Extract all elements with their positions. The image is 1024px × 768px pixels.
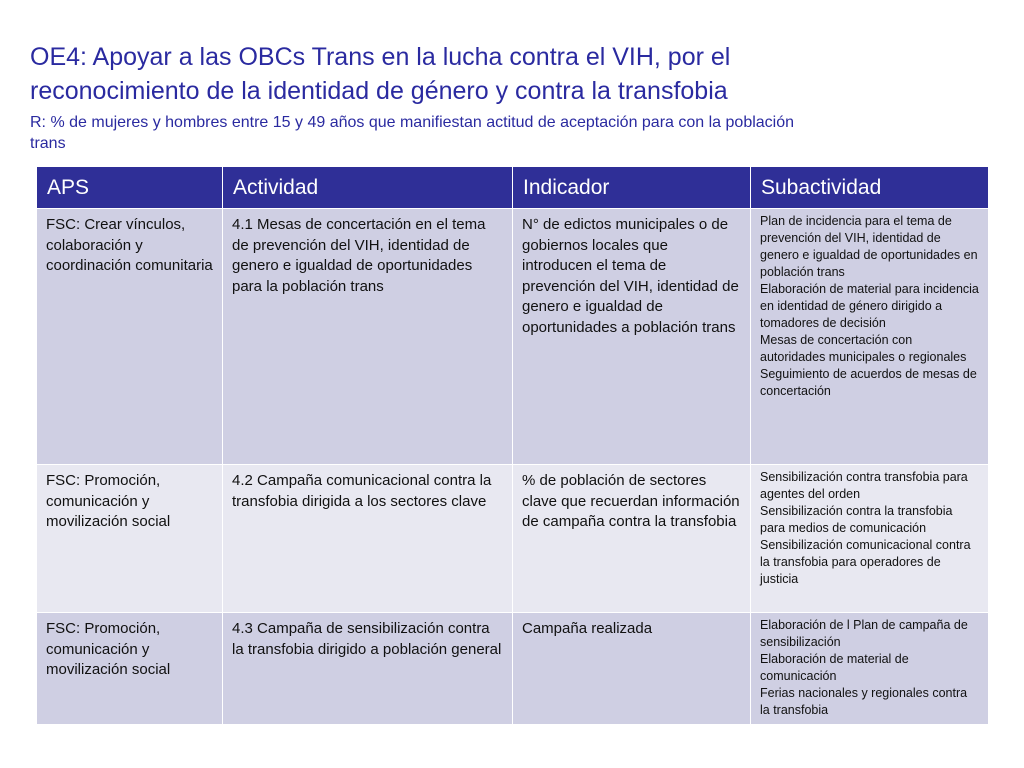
table-row: [37, 613, 989, 725]
subactividad-item: Seguimiento de acuerdos de mesas de concertación: [760, 367, 977, 398]
subactividad-item: Elaboración de material de comunicación: [760, 652, 909, 683]
cell-aps: FSC: Promoción, comunicación y movilización social: [37, 613, 223, 725]
subactividad-item: Plan de incidencia para el tema de prevención del VIH, identidad de genero e igualdad de oportunidades en población trans: [760, 214, 978, 279]
cell-indicador: N° de edictos municipales o de gobiernos locales que introducen el tema de prevención del VIH, identidad de genero e igualdad de oportunidades a población trans: [513, 209, 751, 465]
subactividad-item: Sensibilización contra transfobia para agentes del orden: [760, 470, 968, 501]
subactividad-item: Elaboración de material para incidencia en identidad de género dirigido a tomadores de decisión: [760, 282, 979, 330]
table-row: [37, 465, 989, 613]
slide-title-block: [30, 40, 1000, 154]
slide-title-line-2: reconocimiento de la identidad de género y contra la transfobia: [30, 77, 728, 105]
cell-actividad: 4.1 Mesas de concertación en el tema de prevención del VIH, identidad de genero e igualdad de oportunidades para la población trans: [223, 209, 513, 465]
header-subactividad: Subactividad: [751, 167, 989, 209]
slide-subtitle-line-2: trans: [30, 135, 66, 152]
cell-aps: FSC: Crear vínculos, colaboración y coordinación comunitaria: [37, 209, 223, 465]
slide-title-line-1: OE4: Apoyar a las OBCs Trans en la lucha contra el VIH, por el: [30, 43, 731, 71]
subactividad-item: Mesas de concertación con autoridades municipales o regionales: [760, 333, 967, 364]
header-actividad: Actividad: [223, 167, 513, 209]
cell-indicador: % de población de sectores clave que recuerdan información de campaña contra la transfobia: [513, 465, 751, 613]
header-indicador: Indicador: [513, 167, 751, 209]
subactividad-item: Sensibilización contra la transfobia para medios de comunicación: [760, 504, 953, 535]
cell-subactividad: [751, 465, 989, 613]
subactividad-item: Ferias nacionales y regionales contra la transfobia: [760, 686, 968, 717]
cell-subactividad: [751, 613, 989, 725]
table-row: [37, 209, 989, 465]
slide-subtitle: [30, 112, 1000, 154]
cell-subactividad: [751, 209, 989, 465]
cell-indicador: Campaña realizada: [513, 613, 751, 725]
cell-aps: FSC: Promoción, comunicación y movilización social: [37, 465, 223, 613]
cell-actividad: 4.3 Campaña de sensibilización contra la transfobia dirigido a población general: [223, 613, 513, 725]
cell-actividad: 4.2 Campaña comunicacional contra la transfobia dirigida a los sectores clave: [223, 465, 513, 613]
activities-table: [36, 166, 989, 725]
slide-subtitle-line-1: R: % de mujeres y hombres entre 15 y 49 años que manifiestan actitud de aceptación para con la población: [30, 114, 795, 131]
subactividad-item: Sensibilización comunicacional contra la transfobia para operadores de justicia: [760, 538, 971, 586]
subactividad-item: Elaboración de l Plan de campaña de sensibilización: [760, 618, 968, 649]
table-header-row: [37, 167, 989, 209]
header-aps: APS: [37, 167, 223, 209]
